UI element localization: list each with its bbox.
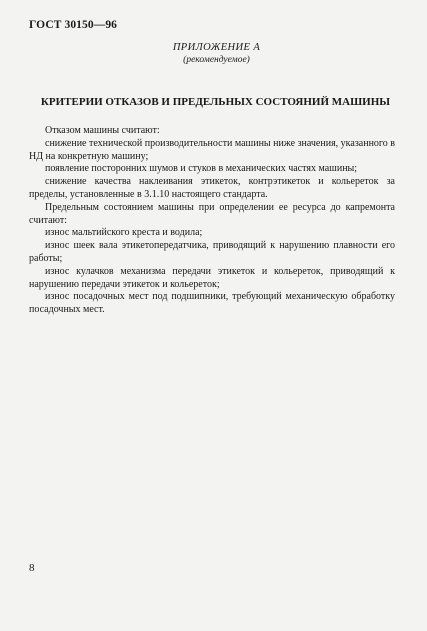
paragraph: появление посторонних шумов и стуков в механических частях машины; bbox=[45, 163, 358, 175]
appendix-subtitle: (рекомендуемое) bbox=[183, 55, 250, 65]
paragraph: Отказом машины считают: bbox=[45, 125, 160, 136]
paragraph: износ посадочных мест под подшипники, требующий механическую обработку посадочных мест. bbox=[29, 291, 395, 316]
appendix-title: ПРИЛОЖЕНИЕ А bbox=[172, 42, 261, 53]
paragraph: износ кулачков механизма передачи этикеток и кольереток, приводящий к нарушению передачи этикеток и кольереток; bbox=[29, 265, 395, 290]
section-title: КРИТЕРИИ ОТКАЗОВ И ПРЕДЕЛЬНЫХ СОСТОЯНИЙ МАШИНЫ bbox=[40, 96, 391, 108]
body-text bbox=[29, 125, 395, 317]
document-code: ГОСТ 30150—96 bbox=[29, 19, 118, 31]
paragraph: Предельным состоянием машины при определении ее ресурса до капремонта считают: bbox=[29, 201, 395, 226]
paragraph: снижение качества наклеивания этикеток, контрэтикеток и кольереток за пределы, установленные в 3.1.10 настоящего стандарта. bbox=[29, 176, 395, 200]
paragraph: снижение технической производительности машины ниже значения, указанного в НД на конкретную машину; bbox=[29, 137, 395, 162]
paragraph: износ шеек вала этикетопередатчика, приводящий к нарушению плавности его работы; bbox=[29, 240, 395, 264]
page-number: 8 bbox=[29, 562, 35, 574]
paragraph: износ мальтийского креста и водила; bbox=[45, 227, 203, 239]
